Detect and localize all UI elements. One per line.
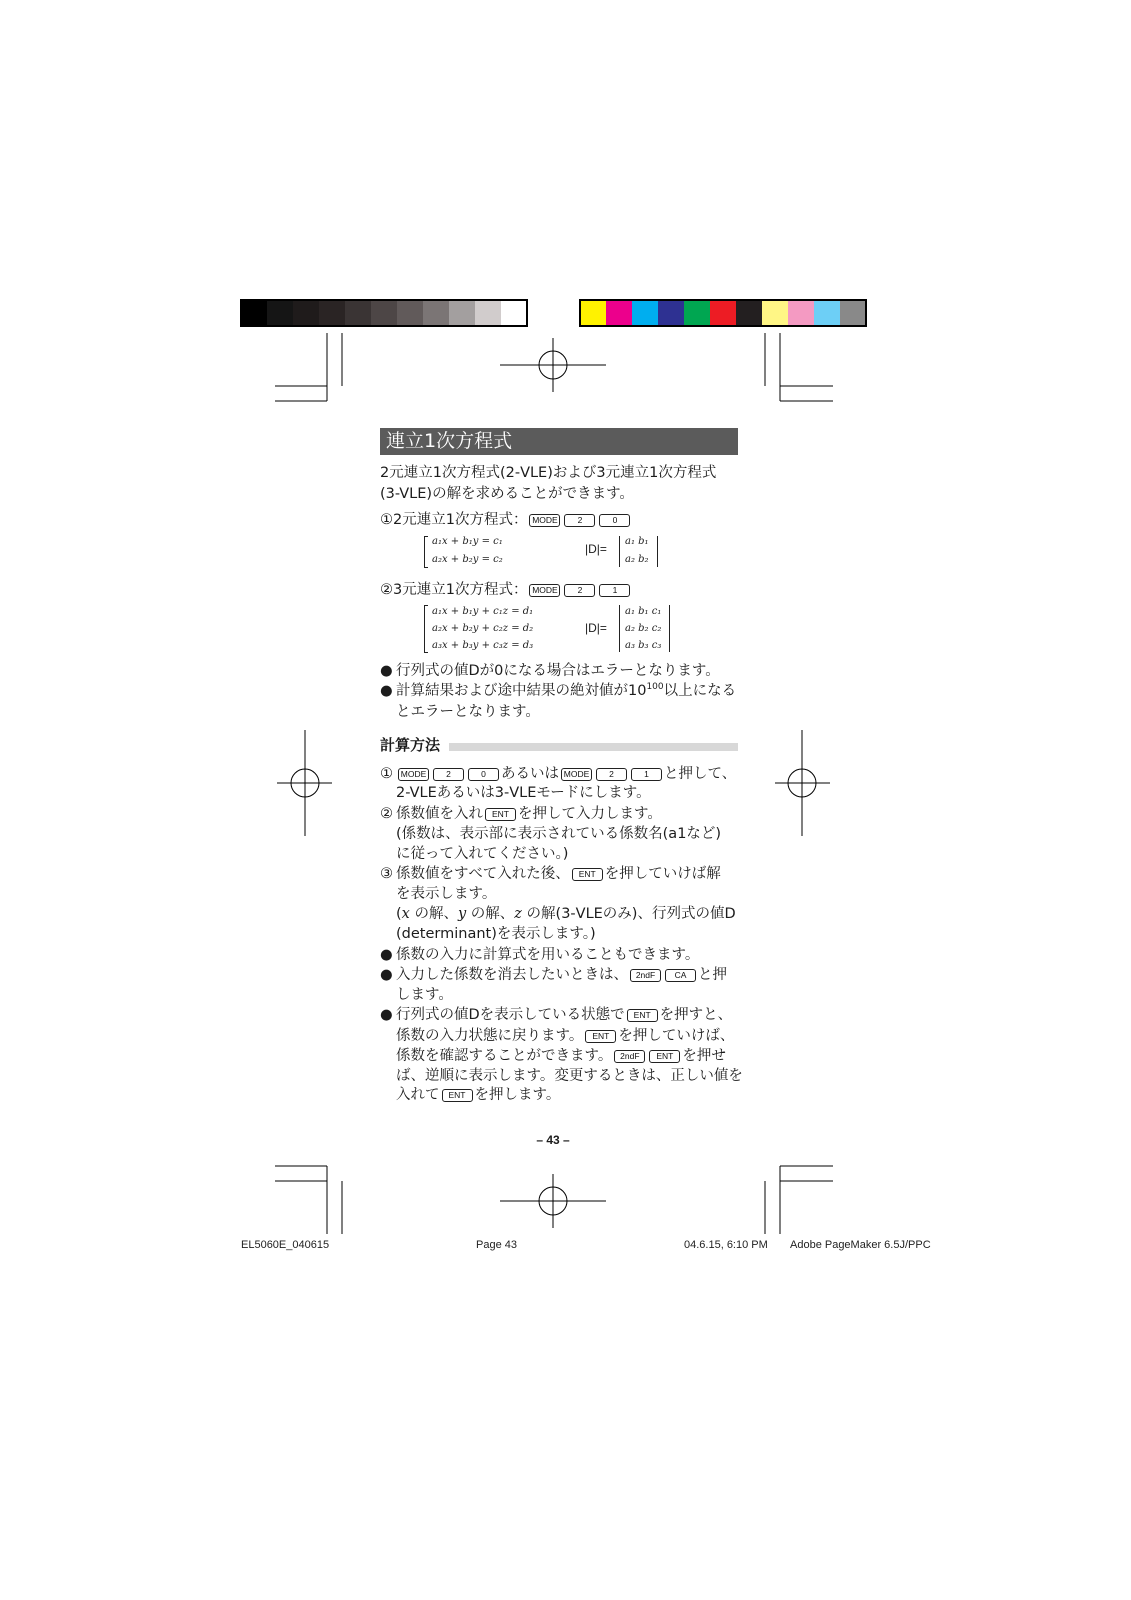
registration-mark-top [500,338,606,392]
ent-key: ENT [627,1009,658,1022]
registration-mark-bottom [500,1174,606,1228]
tip-text: を押していけば、 [618,1028,735,1044]
mode-key: MODE [398,768,429,781]
equation: a₂x + b₂y = c₂ [432,554,503,565]
determinant-row: a₃ b₃ c₃ [625,640,662,651]
tip-text: 行列式の値Dを表示している状態で [396,1007,625,1023]
variable-x: x [401,906,410,922]
tip-text: を押します。 [474,1087,561,1103]
ca-key: CA [665,969,696,982]
gray-swatch [501,300,527,326]
color-swatch [814,300,840,326]
determinant-bar-right [657,536,658,567]
step-note-text: の解、 [409,906,458,922]
crop-mark-bottom-right [765,1166,833,1234]
tip-text: と押 [698,967,727,983]
determinant-bar-left [619,605,620,652]
case2-label: ②3元連立1次方程式： [380,582,528,598]
case1-label: ①2元連立1次方程式： [380,512,528,528]
tip-continuation [396,1085,560,1105]
determinant-bar-left [619,536,620,567]
gray-swatch [241,300,267,326]
ent-key: ENT [572,868,603,881]
step-note: (determinant)を表示します。) [396,926,596,942]
step-note: (係数は、表示部に表示されている係数名(a1など) [396,826,722,842]
page-number: – 43 – [536,1133,570,1147]
tip-item [380,1005,732,1025]
equation: a₁x + b₁y = c₁ [432,536,503,547]
color-swatch [580,300,606,326]
key-2: 2 [564,584,595,597]
equation: a₂x + b₂y + c₂z = d₂ [432,623,534,634]
gray-swatch [475,300,501,326]
color-swatch [684,300,710,326]
step-text: あるいは [501,766,559,782]
color-swatch [762,300,788,326]
key-0: 0 [599,514,630,527]
section-title: 連立1次方程式 [380,428,738,455]
note-continuation: とエラーとなります。 [396,704,540,720]
tip-text: 係数の入力に計算式を用いることもできます。 [396,947,700,963]
note-text: 行列式の値Dが0になる場合はエラーとなります。 [396,663,720,679]
determinant-label: |D|= [585,542,607,556]
step-text: 係数値をすべて入れた後、 [396,866,570,882]
step-continuation: を表示します。 [396,886,497,902]
crop-mark-bottom-left [275,1166,342,1234]
bullet: ● [380,1007,393,1023]
case2-line [380,580,632,600]
tip-text: 係数を確認することができます。 [396,1048,613,1064]
determinant-bar-right [669,605,670,652]
color-swatch [606,300,632,326]
color-swatch [840,300,866,326]
footer-timestamp: 04.6.15, 6:10 PM [684,1239,768,1251]
step-continuation: 2-VLEあるいは3-VLEモードにします。 [396,785,651,801]
step-number: ① [380,766,393,782]
gray-swatch [293,300,319,326]
gray-swatch [345,300,371,326]
tip-item [380,945,699,965]
footer-page: Page 43 [476,1239,517,1251]
method-heading: 計算方法 [380,736,441,754]
bullet: ● [380,947,393,963]
crop-mark-top-left [275,333,342,401]
gray-swatch [449,300,475,326]
step-text: と押して、 [664,766,737,782]
step-text: を押して入力します。 [518,806,662,822]
note-text: 計算結果および途中結果の絶対値が10 [396,683,647,699]
bullet: ● [380,663,393,679]
key-1: 1 [631,768,662,781]
variable-y: y [457,906,467,922]
determinant-label: |D|= [585,621,607,635]
footer-application: Adobe PageMaker 6.5J/PPC [790,1239,931,1251]
exponent: 100 [646,682,664,693]
tip-text: を押すと、 [659,1007,733,1023]
note-item [380,661,720,681]
step-3 [380,864,721,884]
color-swatch [736,300,762,326]
step-note: に従って入れてください。) [396,846,569,862]
registration-mark-left [277,730,332,836]
key-2: 2 [596,768,627,781]
key-2: 2 [433,768,464,781]
determinant-row: a₂ b₂ c₂ [625,623,662,634]
note-item [380,681,736,701]
step-note-text: の解(3-VLEのみ)、行列式の値D [521,906,736,922]
process-color-bar [580,300,866,326]
crop-mark-top-right [765,333,833,401]
equation-bracket [424,536,428,568]
gray-swatch [319,300,345,326]
variable-z: z [514,906,522,922]
color-swatch [658,300,684,326]
tip-continuation [396,1046,726,1066]
step-2 [380,804,662,824]
step-note [396,904,736,924]
gray-swatch [267,300,293,326]
step-text: 係数値を入れ [396,806,483,822]
gray-swatch [397,300,423,326]
step-1 [380,764,736,784]
key-0: 0 [468,768,499,781]
key-1: 1 [599,584,630,597]
tip-text: 係数の入力状態に戻ります。 [396,1028,584,1044]
heading-rule [449,743,738,751]
tip-continuation: します。 [396,987,453,1003]
mode-key: MODE [529,514,560,527]
step-note-text: ( [396,906,402,922]
determinant-row: a₁ b₁ c₁ [625,606,662,617]
color-swatch [632,300,658,326]
key-2: 2 [564,514,595,527]
color-swatch [788,300,814,326]
intro-line: (3-VLE)の解を求めることができます。 [380,486,634,502]
mode-key: MODE [561,768,592,781]
step-note-text: の解、 [466,906,515,922]
tip-text: 入力した係数を消去したいときは、 [396,967,628,983]
tip-continuation [396,1026,734,1046]
ent-key: ENT [585,1030,616,1043]
equation-bracket [424,605,428,653]
equation: a₁x + b₁y + c₁z = d₁ [432,606,534,617]
determinant-row: a₁ b₁ [625,536,649,547]
tip-item [380,965,727,985]
step-number: ③ [380,866,393,882]
gray-swatch [423,300,449,326]
bullet: ● [380,683,393,699]
bullet: ● [380,967,393,983]
note-text: 以上になる [663,683,737,699]
determinant-row: a₂ b₂ [625,554,649,565]
registration-mark-right [775,730,830,836]
case1-line [380,510,632,530]
gray-swatch [371,300,397,326]
ent-key: ENT [649,1050,680,1063]
equation: a₃x + b₃y + c₃z = d₃ [432,640,534,651]
tip-continuation: ば、逆順に表示します。変更するときは、正しい値を [396,1068,743,1084]
2ndf-key: 2ndF [614,1050,645,1063]
ent-key: ENT [442,1089,473,1102]
grayscale-color-bar [241,300,527,326]
mode-key: MODE [529,584,560,597]
2ndf-key: 2ndF [630,969,661,982]
color-swatch [710,300,736,326]
tip-text: を押せ [682,1048,726,1064]
footer-filename: EL5060E_040615 [241,1239,330,1251]
tip-text: 入れて [396,1087,440,1103]
ent-key: ENT [485,808,516,821]
intro-line: 2元連立1次方程式(2-VLE)および3元連立1次方程式 [380,465,717,481]
step-number: ② [380,806,393,822]
step-text: を押していけば解 [604,866,721,882]
